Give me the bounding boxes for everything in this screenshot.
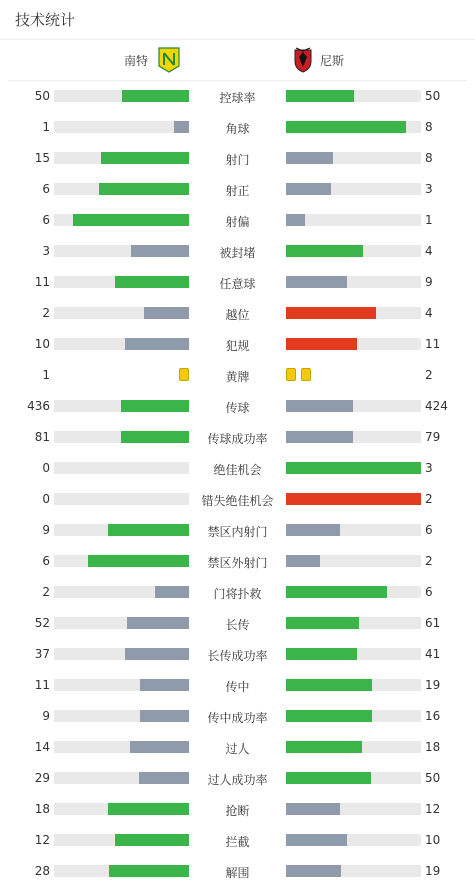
- home-bar-track: [54, 617, 189, 629]
- away-bar-track: [286, 710, 421, 722]
- away-value: 6: [425, 523, 433, 537]
- home-bar: [115, 834, 189, 846]
- nantes-logo-icon: [158, 47, 180, 73]
- away-value: 3: [425, 182, 433, 196]
- stat-label: 解围: [225, 866, 250, 880]
- home-value: 0: [42, 492, 50, 506]
- stat-label: 长传成功率: [207, 649, 268, 663]
- away-bar: [286, 152, 333, 164]
- stat-label: 过人: [225, 742, 250, 756]
- away-bar: [286, 710, 372, 722]
- home-bar-track: [54, 679, 189, 691]
- away-bar: [286, 493, 421, 505]
- stat-label: 错失绝佳机会: [201, 494, 274, 508]
- home-bar: [121, 431, 189, 443]
- away-bar-track: [286, 648, 421, 660]
- stat-row: [0, 484, 475, 515]
- home-bar-track: [54, 152, 189, 164]
- stat-row: [0, 267, 475, 298]
- away-value: 424: [425, 399, 448, 413]
- home-bar-track: [54, 772, 189, 784]
- away-bar: [286, 214, 305, 226]
- stat-row: [0, 639, 475, 670]
- away-bar: [286, 803, 340, 815]
- home-value: 11: [34, 275, 50, 289]
- stat-label: 过人成功率: [207, 773, 268, 787]
- home-bar-track: [54, 555, 189, 567]
- home-bar-track: [54, 338, 189, 350]
- stat-row: [0, 794, 475, 825]
- yellow-card-icon: [301, 368, 311, 381]
- away-value: 4: [425, 306, 433, 320]
- away-bar: [286, 772, 371, 784]
- stat-row: [0, 329, 475, 360]
- yellow-card-icon: [286, 368, 296, 381]
- stat-row: [0, 453, 475, 484]
- away-bar: [286, 586, 387, 598]
- home-value: 9: [42, 523, 50, 537]
- stat-label: 角球: [225, 122, 250, 136]
- away-bar: [286, 245, 363, 257]
- home-bar-track: [54, 400, 189, 412]
- home-bar: [115, 276, 189, 288]
- home-bar-track: [54, 741, 189, 753]
- home-value: 2: [42, 585, 50, 599]
- stat-label: 越位: [225, 308, 250, 322]
- home-bar-track: [54, 276, 189, 288]
- home-value: 15: [34, 151, 50, 165]
- away-value: 19: [425, 864, 441, 878]
- stat-row: [0, 143, 475, 174]
- away-bar: [286, 555, 320, 567]
- nice-logo-icon: [292, 47, 314, 73]
- away-value: 61: [425, 616, 441, 630]
- away-bar: [286, 307, 376, 319]
- away-bar: [286, 338, 357, 350]
- away-bar-track: [286, 400, 421, 412]
- stats-header: [0, 0, 475, 40]
- away-bar: [286, 462, 421, 474]
- away-bar: [286, 183, 331, 195]
- away-value: 1: [425, 213, 433, 227]
- away-bar-track: [286, 679, 421, 691]
- away-bar-track: [286, 741, 421, 753]
- away-value: 50: [425, 771, 441, 785]
- stat-label: 门将扑救: [213, 587, 262, 601]
- home-bar: [99, 183, 189, 195]
- stat-row: [0, 825, 475, 856]
- stat-label: 射正: [225, 184, 250, 198]
- home-bar-track: [54, 245, 189, 257]
- home-value: 2: [42, 306, 50, 320]
- away-bar: [286, 834, 347, 846]
- stat-row: [0, 236, 475, 267]
- stat-label: 传中成功率: [207, 711, 268, 725]
- home-team: [124, 40, 180, 80]
- stat-row: [0, 856, 475, 887]
- home-bar: [139, 772, 189, 784]
- stat-label: 禁区外射门: [207, 556, 268, 570]
- away-value: 2: [425, 368, 433, 382]
- home-bar: [122, 90, 190, 102]
- away-bar-track: [286, 586, 421, 598]
- away-bar-track: [286, 772, 421, 784]
- away-bar-track: [286, 431, 421, 443]
- stat-row: [0, 422, 475, 453]
- page-title: 技术统计: [15, 11, 76, 29]
- home-value: 81: [34, 430, 50, 444]
- home-value: 3: [42, 244, 50, 258]
- away-bar: [286, 865, 341, 877]
- stat-label: 被封堵: [219, 246, 256, 260]
- stat-label: 犯规: [225, 339, 250, 353]
- home-bar-track: [54, 431, 189, 443]
- home-bar: [174, 121, 189, 133]
- stat-row: [0, 732, 475, 763]
- stat-row: [0, 81, 475, 112]
- away-bar: [286, 648, 357, 660]
- stat-row: [0, 391, 475, 422]
- stat-label: 禁区内射门: [207, 525, 268, 539]
- home-bar-track: [54, 307, 189, 319]
- away-value: 18: [425, 740, 441, 754]
- home-bar: [155, 586, 189, 598]
- home-bar-track: [54, 524, 189, 536]
- stat-label: 绝佳机会: [213, 463, 262, 477]
- away-bar-track: [286, 183, 421, 195]
- away-value: 19: [425, 678, 441, 692]
- stat-label: 任意球: [219, 277, 256, 291]
- away-bar: [286, 524, 340, 536]
- away-bar-track: [286, 834, 421, 846]
- away-bar: [286, 617, 359, 629]
- home-bar-track: [54, 648, 189, 660]
- home-bar: [109, 865, 189, 877]
- stat-label: 传球成功率: [207, 432, 268, 446]
- away-value: 8: [425, 151, 433, 165]
- home-bar-track: [54, 586, 189, 598]
- home-bar: [108, 803, 189, 815]
- away-value: 16: [425, 709, 441, 723]
- away-bar: [286, 276, 347, 288]
- away-bar-track: [286, 152, 421, 164]
- home-value: 14: [34, 740, 50, 754]
- home-bar-track: [54, 462, 189, 474]
- stat-label: 拦截: [225, 835, 250, 849]
- away-bar-track: [286, 276, 421, 288]
- away-value: 8: [425, 120, 433, 134]
- away-value: 41: [425, 647, 441, 661]
- away-bar-track: [286, 121, 421, 133]
- home-bar-track: [54, 214, 189, 226]
- stat-row: [0, 701, 475, 732]
- stat-row: [0, 577, 475, 608]
- away-bar: [286, 400, 353, 412]
- home-bar-track: [54, 90, 189, 102]
- away-bar: [286, 431, 353, 443]
- home-team-name: 南特: [123, 53, 148, 68]
- home-bar: [73, 214, 189, 226]
- home-value: 10: [34, 337, 50, 351]
- home-bar-track: [54, 710, 189, 722]
- stat-row: [0, 112, 475, 143]
- home-value: 0: [42, 461, 50, 475]
- stat-label: 射偏: [225, 215, 250, 229]
- yellow-card-icon: [179, 368, 189, 381]
- away-value: 9: [425, 275, 433, 289]
- home-bar-track: [54, 834, 189, 846]
- stat-label: 黄牌: [225, 370, 250, 384]
- stat-label: 射门: [225, 153, 250, 167]
- away-value: 6: [425, 585, 433, 599]
- away-value: 2: [425, 554, 433, 568]
- away-bar-track: [286, 245, 421, 257]
- home-value: 11: [34, 678, 50, 692]
- home-value: 37: [34, 647, 50, 661]
- home-value: 52: [34, 616, 50, 630]
- home-bar-track: [54, 865, 189, 877]
- stat-label: 传中: [225, 680, 250, 694]
- away-bar-track: [286, 524, 421, 536]
- stat-label: 传球: [225, 401, 250, 415]
- away-team: [292, 40, 344, 80]
- away-bar-track: [286, 617, 421, 629]
- away-bar-track: [286, 555, 421, 567]
- home-value: 50: [34, 89, 50, 103]
- home-bar: [144, 307, 189, 319]
- away-bar: [286, 741, 362, 753]
- away-bar-track: [286, 214, 421, 226]
- stat-row: [0, 763, 475, 794]
- home-value: 29: [34, 771, 50, 785]
- teams-row: [8, 40, 467, 81]
- home-value: 6: [42, 554, 50, 568]
- home-bar-track: [54, 183, 189, 195]
- home-value: 28: [34, 864, 50, 878]
- away-value: 11: [425, 337, 441, 351]
- stats-list: [0, 81, 475, 887]
- away-bar-track: [286, 803, 421, 815]
- away-value: 10: [425, 833, 441, 847]
- home-value: 6: [42, 182, 50, 196]
- home-bar: [127, 617, 189, 629]
- stat-label: 长传: [225, 618, 250, 632]
- home-bar-track: [54, 803, 189, 815]
- away-bar: [286, 679, 372, 691]
- away-bar: [286, 121, 406, 133]
- stat-label: 控球率: [219, 91, 256, 105]
- stat-row: [0, 670, 475, 701]
- stat-row: [0, 515, 475, 546]
- home-bar-track: [54, 493, 189, 505]
- home-bar: [130, 741, 189, 753]
- home-value: 6: [42, 213, 50, 227]
- stat-label: 抢断: [225, 804, 250, 818]
- away-bar-track: [286, 865, 421, 877]
- stat-row: [0, 608, 475, 639]
- away-bar-track: [286, 493, 421, 505]
- home-bar: [140, 710, 189, 722]
- stat-row: [0, 205, 475, 236]
- away-value: 3: [425, 461, 433, 475]
- away-bar-track: [286, 307, 421, 319]
- away-value: 4: [425, 244, 433, 258]
- home-bar: [140, 679, 190, 691]
- home-bar: [125, 338, 189, 350]
- away-bar: [286, 90, 354, 102]
- home-bar: [125, 648, 189, 660]
- away-bar-track: [286, 462, 421, 474]
- home-value: 12: [34, 833, 50, 847]
- home-bar: [131, 245, 189, 257]
- away-team-name: 尼斯: [320, 53, 345, 68]
- away-value: 2: [425, 492, 433, 506]
- home-value: 1: [42, 120, 50, 134]
- home-bar: [108, 524, 189, 536]
- away-value: 50: [425, 89, 441, 103]
- home-bar: [88, 555, 189, 567]
- home-value: 18: [34, 802, 50, 816]
- away-bar-track: [286, 90, 421, 102]
- away-value: 12: [425, 802, 441, 816]
- home-value: 9: [42, 709, 50, 723]
- stat-row: [0, 174, 475, 205]
- stat-row: [0, 546, 475, 577]
- home-bar: [121, 400, 189, 412]
- stat-row: [0, 298, 475, 329]
- home-bar-track: [54, 121, 189, 133]
- home-bar: [101, 152, 189, 164]
- home-value: 1: [42, 368, 50, 382]
- stat-row: [0, 360, 475, 391]
- home-value: 436: [27, 399, 50, 413]
- away-value: 79: [425, 430, 441, 444]
- away-bar-track: [286, 338, 421, 350]
